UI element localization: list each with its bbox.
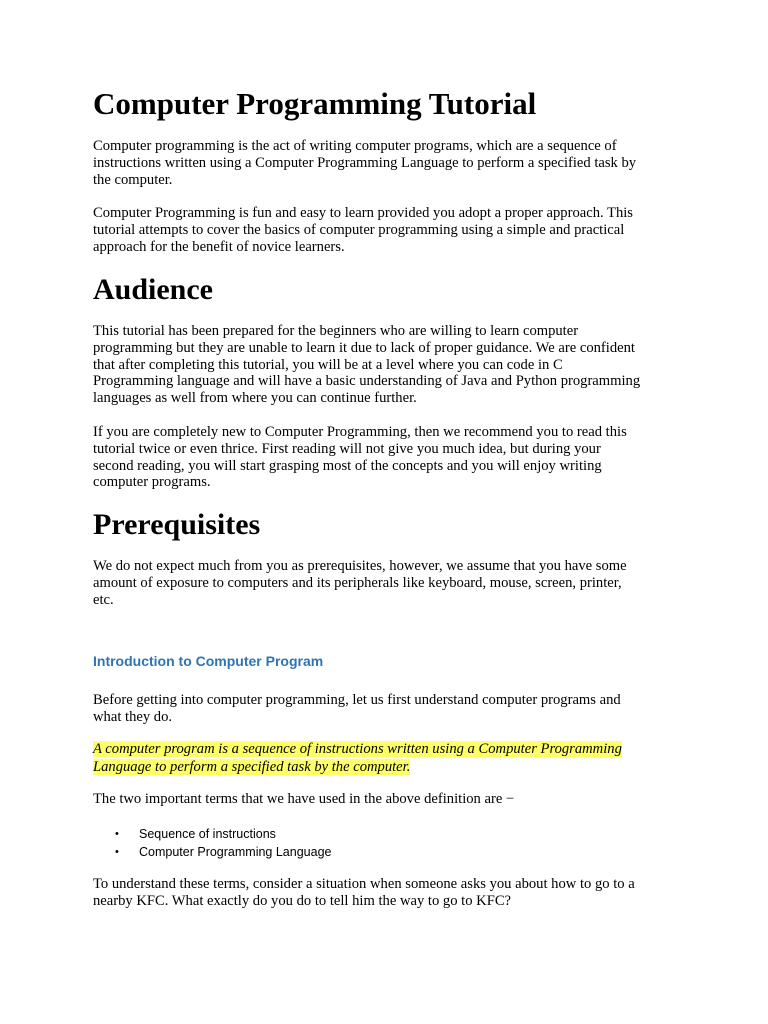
text-line: This tutorial has been prepared for the beginners who are willing to learn computer — [93, 323, 579, 339]
introduction-subheading: Introduction to Computer Program — [93, 653, 324, 669]
text-line: the computer. — [93, 171, 173, 188]
text-line: approach for the benefit of novice learners. — [93, 238, 345, 255]
audience-paragraph-1 — [93, 323, 683, 407]
text-line: Computer programming is the act of writing computer programs, which are a sequence of — [93, 138, 617, 154]
audience-heading: Audience — [93, 273, 213, 306]
highlighted-definition — [93, 741, 683, 776]
prerequisites-paragraph — [93, 558, 683, 608]
text-line: what they do. — [93, 708, 173, 725]
text-line: languages as well from where you can continue further. — [93, 390, 417, 407]
page-title: Computer Programming Tutorial — [93, 86, 537, 121]
text-line: nearby KFC. What exactly do you do to tell him the way to go to KFC? — [93, 892, 512, 909]
text-line: programming but they are unable to learn it due to lack of proper guidance. We are confident — [93, 339, 635, 356]
text-line: tutorial twice or even thrice. First reading will not give you much idea, but during your — [93, 440, 601, 457]
list-item-label: Sequence of instructions — [139, 827, 276, 841]
text-line: instructions written using a Computer Programming Language to perform a specified task by — [93, 154, 637, 171]
text-line: Computer Programming is fun and easy to learn provided you adopt a proper approach. This — [93, 205, 633, 221]
bullet-icon: • — [115, 846, 119, 858]
highlighted-text: Language to perform a specified task by the computer. — [93, 758, 411, 775]
terms-bullet-list — [93, 825, 331, 861]
list-item — [93, 843, 331, 861]
text-line: tutorial attempts to cover the basics of computer programming using a simple and practical — [93, 221, 625, 238]
text-line: amount of exposure to computers and its peripherals like keyboard, mouse, screen, printer, — [93, 574, 622, 591]
prerequisites-heading: Prerequisites — [93, 508, 261, 541]
bullet-icon: • — [115, 828, 119, 840]
list-item — [93, 825, 331, 843]
text-line: Programming language and will have a basic understanding of Java and Python programming — [93, 373, 641, 390]
text-line: second reading, you will start grasping most of the concepts and you will enjoy writing — [93, 457, 602, 474]
introduction-paragraph — [93, 692, 683, 726]
audience-paragraph-2 — [93, 424, 683, 491]
terms-intro-text: The two important terms that we have used in the above definition are − — [93, 791, 515, 807]
closing-paragraph — [93, 876, 683, 910]
text-line: computer programs. — [93, 474, 211, 491]
text-line: We do not expect much from you as prerequisites, however, we assume that you have some — [93, 558, 627, 574]
intro-paragraph-1 — [93, 138, 683, 188]
text-line: If you are completely new to Computer Programming, then we recommend you to read this — [93, 424, 627, 440]
text-line: that after completing this tutorial, you will be at a level where you can code in C — [93, 356, 563, 373]
text-line: To understand these terms, consider a situation when someone asks you about how to go to a — [93, 876, 635, 892]
text-line: etc. — [93, 591, 114, 608]
list-item-label: Computer Programming Language — [139, 845, 332, 859]
intro-paragraph-2 — [93, 205, 683, 255]
highlighted-text: A computer program is a sequence of instructions written using a Computer Programming — [93, 741, 622, 757]
text-line: Before getting into computer programming, let us first understand computer programs and — [93, 692, 621, 708]
